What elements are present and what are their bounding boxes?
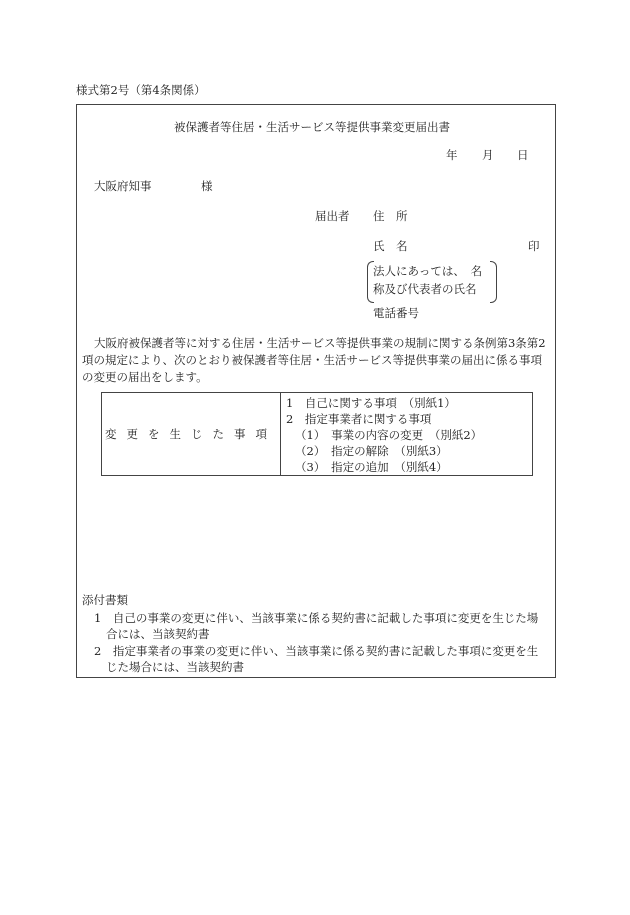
attachment-1-line1: 1 自己の事業の変更に伴い、当該事業に係る契約書に記載した事項に変更を生じた場 [94, 611, 539, 625]
body-text-line2: 項の規定により、次のとおり被保護者等住居・生活サービス等提供事業の届出に係る事項 [82, 353, 542, 367]
attachment-2-line1: 2 指定事業者の事業の変更に伴い、当該事業に係る契約書に記載した事項に変更を生 [94, 644, 539, 658]
table-divider [280, 393, 281, 475]
attachment-1-line2: 合には、当該契約書 [106, 627, 210, 641]
change-item-2: 2 指定事業者に関する事項 [286, 412, 432, 426]
bracket-right [490, 261, 497, 303]
corp-note-line1: 法人にあっては、 名 [373, 264, 483, 278]
change-item-2-3: （3） 指定の追加 （別紙4） [295, 460, 448, 474]
form-number: 様式第2号（第4条関係） [76, 83, 206, 97]
name-label: 氏 名 [373, 239, 408, 253]
corp-note-line2: 称及び代表者の氏名 [373, 282, 477, 296]
date-year-label: 年 [446, 148, 458, 162]
change-item-2-1: （1） 事業の内容の変更 （別紙2） [295, 428, 483, 442]
attachments-heading: 添付書類 [82, 593, 128, 607]
address-label: 住 所 [373, 209, 408, 223]
change-table [101, 392, 533, 476]
body-text-line1: 大阪府被保護者等に対する住居・生活サービス等提供事業の規制に関する条例第3条第2 [94, 336, 546, 350]
addressee-honorific: 様 [201, 179, 213, 193]
document-title: 被保護者等住居・生活サービス等提供事業変更届出書 [174, 120, 450, 134]
notifier-label: 届出者 [315, 209, 350, 223]
change-item-2-2: （2） 指定の解除 （別紙3） [295, 444, 448, 458]
change-item-1: 1 自己に関する事項 （別紙1） [286, 396, 456, 410]
addressee-name: 大阪府知事 [94, 179, 152, 193]
phone-label: 電話番号 [373, 306, 419, 320]
seal-mark: 印 [528, 239, 540, 253]
body-text-line3: の変更の届出をします。 [82, 370, 208, 384]
change-table-label: 変更を生じた事項 [105, 427, 277, 441]
attachment-2-line2: じた場合には、当該契約書 [106, 660, 244, 674]
date-month-label: 月 [482, 148, 494, 162]
date-day-label: 日 [517, 148, 529, 162]
